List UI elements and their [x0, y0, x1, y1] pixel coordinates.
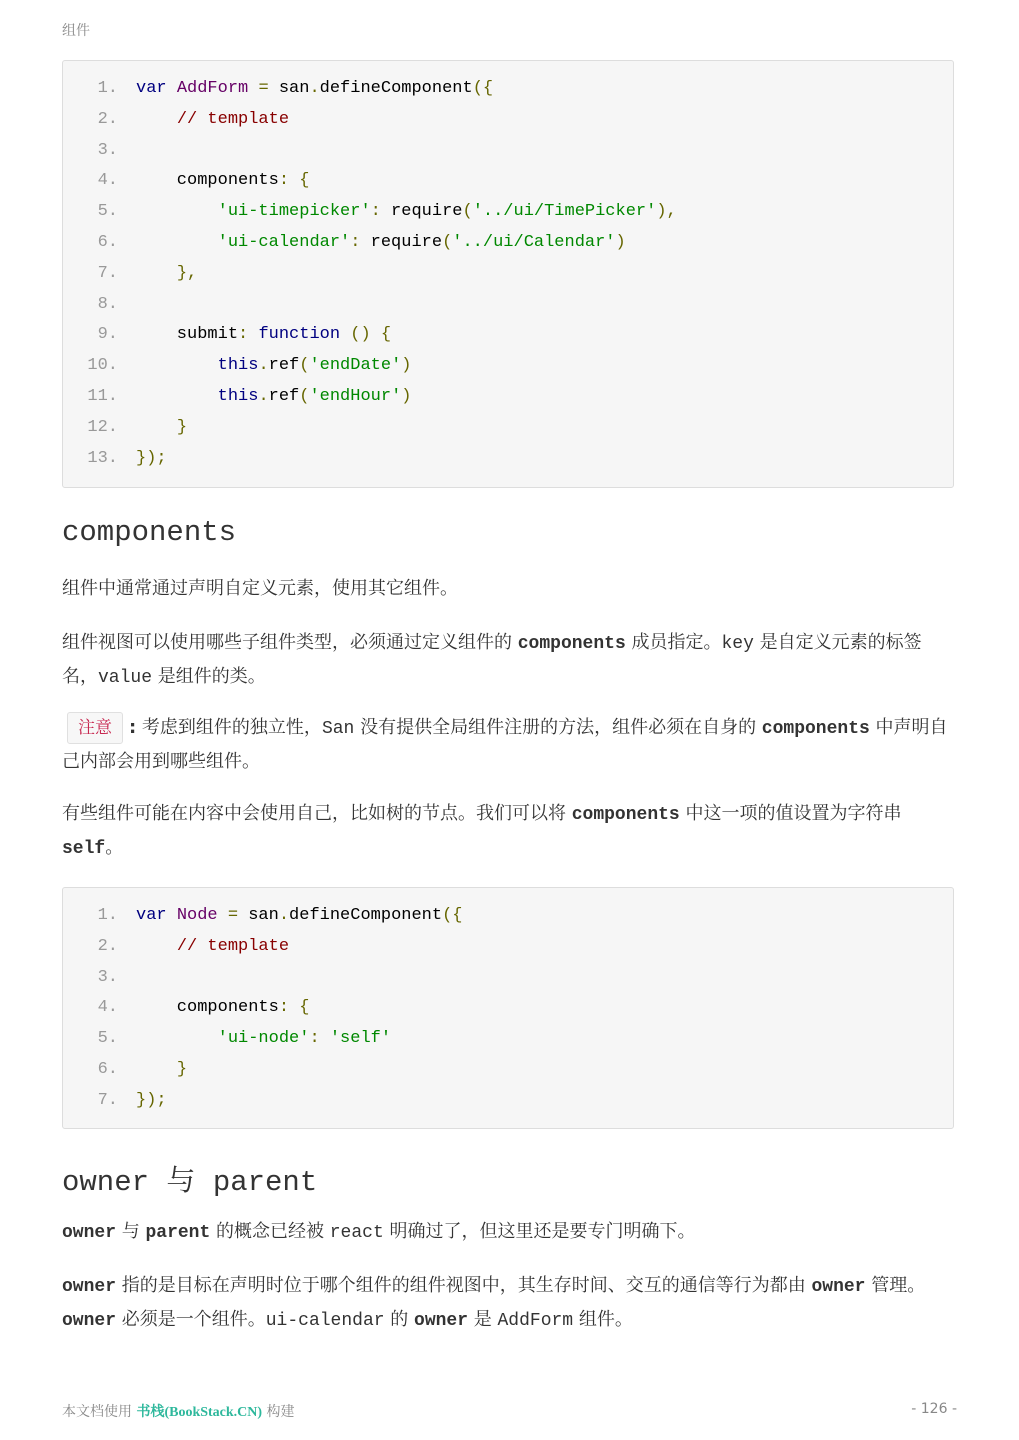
paragraph-owner-parent-intro: owner 与 parent 的概念已经被 react 明确过了，但这里还是要专门明确下。 [62, 1221, 696, 1243]
code-text: var AddForm = san.defineComponent({ [136, 79, 494, 98]
code-text: components: { [136, 171, 310, 191]
code-text: } [176, 417, 188, 437]
paragraph-self-reference: 有些组件可能在内容中会使用自己，比如树的节点。我们可以将 components 中这一项的值设置为字符串 self。 [62, 803, 902, 859]
line-number: 8. [97, 294, 118, 314]
line-number: 1. [97, 79, 118, 98]
code-text: }); [136, 1090, 167, 1110]
paragraph-intro: 组件中通常通过声明自定义元素，使用其它组件。 [62, 578, 458, 599]
paragraph-components-definition: 组件视图可以使用哪些子组件类型，必须通过定义组件的 components 成员指定。key 是自定义元素的标签名，value 是组件的类。 [62, 632, 922, 688]
line-number: 3. [97, 140, 118, 160]
code-block-node [62, 887, 954, 1129]
line-number: 11. [87, 387, 118, 406]
line-number: 7. [97, 1090, 118, 1110]
line-number: 6. [97, 1060, 118, 1079]
code-text: }); [136, 448, 167, 468]
code-text: 'ui-calendar': require('../ui/Calendar') [217, 233, 626, 252]
code-text: this.ref('endHour') [217, 387, 412, 406]
code-text: // template [176, 109, 290, 129]
line-number: 13. [87, 448, 118, 468]
code-text: // template [176, 936, 290, 956]
code-text: 'ui-timepicker': require('../ui/TimePicker'), [217, 202, 677, 222]
page-number: - 126 - [911, 1401, 957, 1417]
line-number: 2. [97, 109, 118, 129]
line-number: 1. [97, 906, 118, 925]
line-number: 9. [97, 325, 118, 345]
paragraph-owner-definition: owner 指的是目标在声明时位于哪个组件的组件视图中，其生存时间、交互的通信等行为都由 owner 管理。owner 必须是一个组件。ui-calendar 的 owner 是 AddForm 组件。 [62, 1275, 926, 1331]
line-number: 10. [87, 356, 118, 376]
code-text: this.ref('endDate') [217, 356, 412, 376]
line-number: 5. [97, 1029, 118, 1049]
line-number: 3. [97, 967, 118, 987]
note-badge: 注意 [67, 712, 123, 744]
line-number: 7. [97, 263, 118, 283]
section-heading-owner-parent: owner 与 parent [62, 1166, 318, 1199]
section-heading-components: components [62, 516, 237, 549]
page-header-title: 组件 [62, 23, 90, 39]
code-block-addform [62, 60, 954, 488]
line-number: 2. [97, 936, 118, 956]
line-number: 12. [87, 417, 118, 437]
line-number: 4. [97, 171, 118, 191]
code-text: }, [176, 263, 198, 283]
note-paragraph [62, 712, 957, 778]
code-text: components: { [136, 998, 310, 1018]
note-text: : 考虑到组件的独立性，San 没有提供全局组件注册的方法，组件必须在自身的 components 中声明自己内部会用到哪些组件。 [62, 717, 948, 772]
code-text: } [176, 1060, 188, 1079]
code-text: submit: function () { [136, 325, 392, 345]
line-number: 5. [97, 202, 118, 222]
line-number: 4. [97, 998, 118, 1018]
code-text: 'ui-node': 'self' [217, 1029, 392, 1049]
code-text: var Node = san.defineComponent({ [136, 906, 463, 925]
footer-credit: 本文档使用 书栈(BookStack.CN) 构建 [62, 1404, 295, 1420]
bookstack-link[interactable]: 书栈(BookStack.CN) [136, 1405, 263, 1420]
line-number: 6. [97, 233, 118, 252]
